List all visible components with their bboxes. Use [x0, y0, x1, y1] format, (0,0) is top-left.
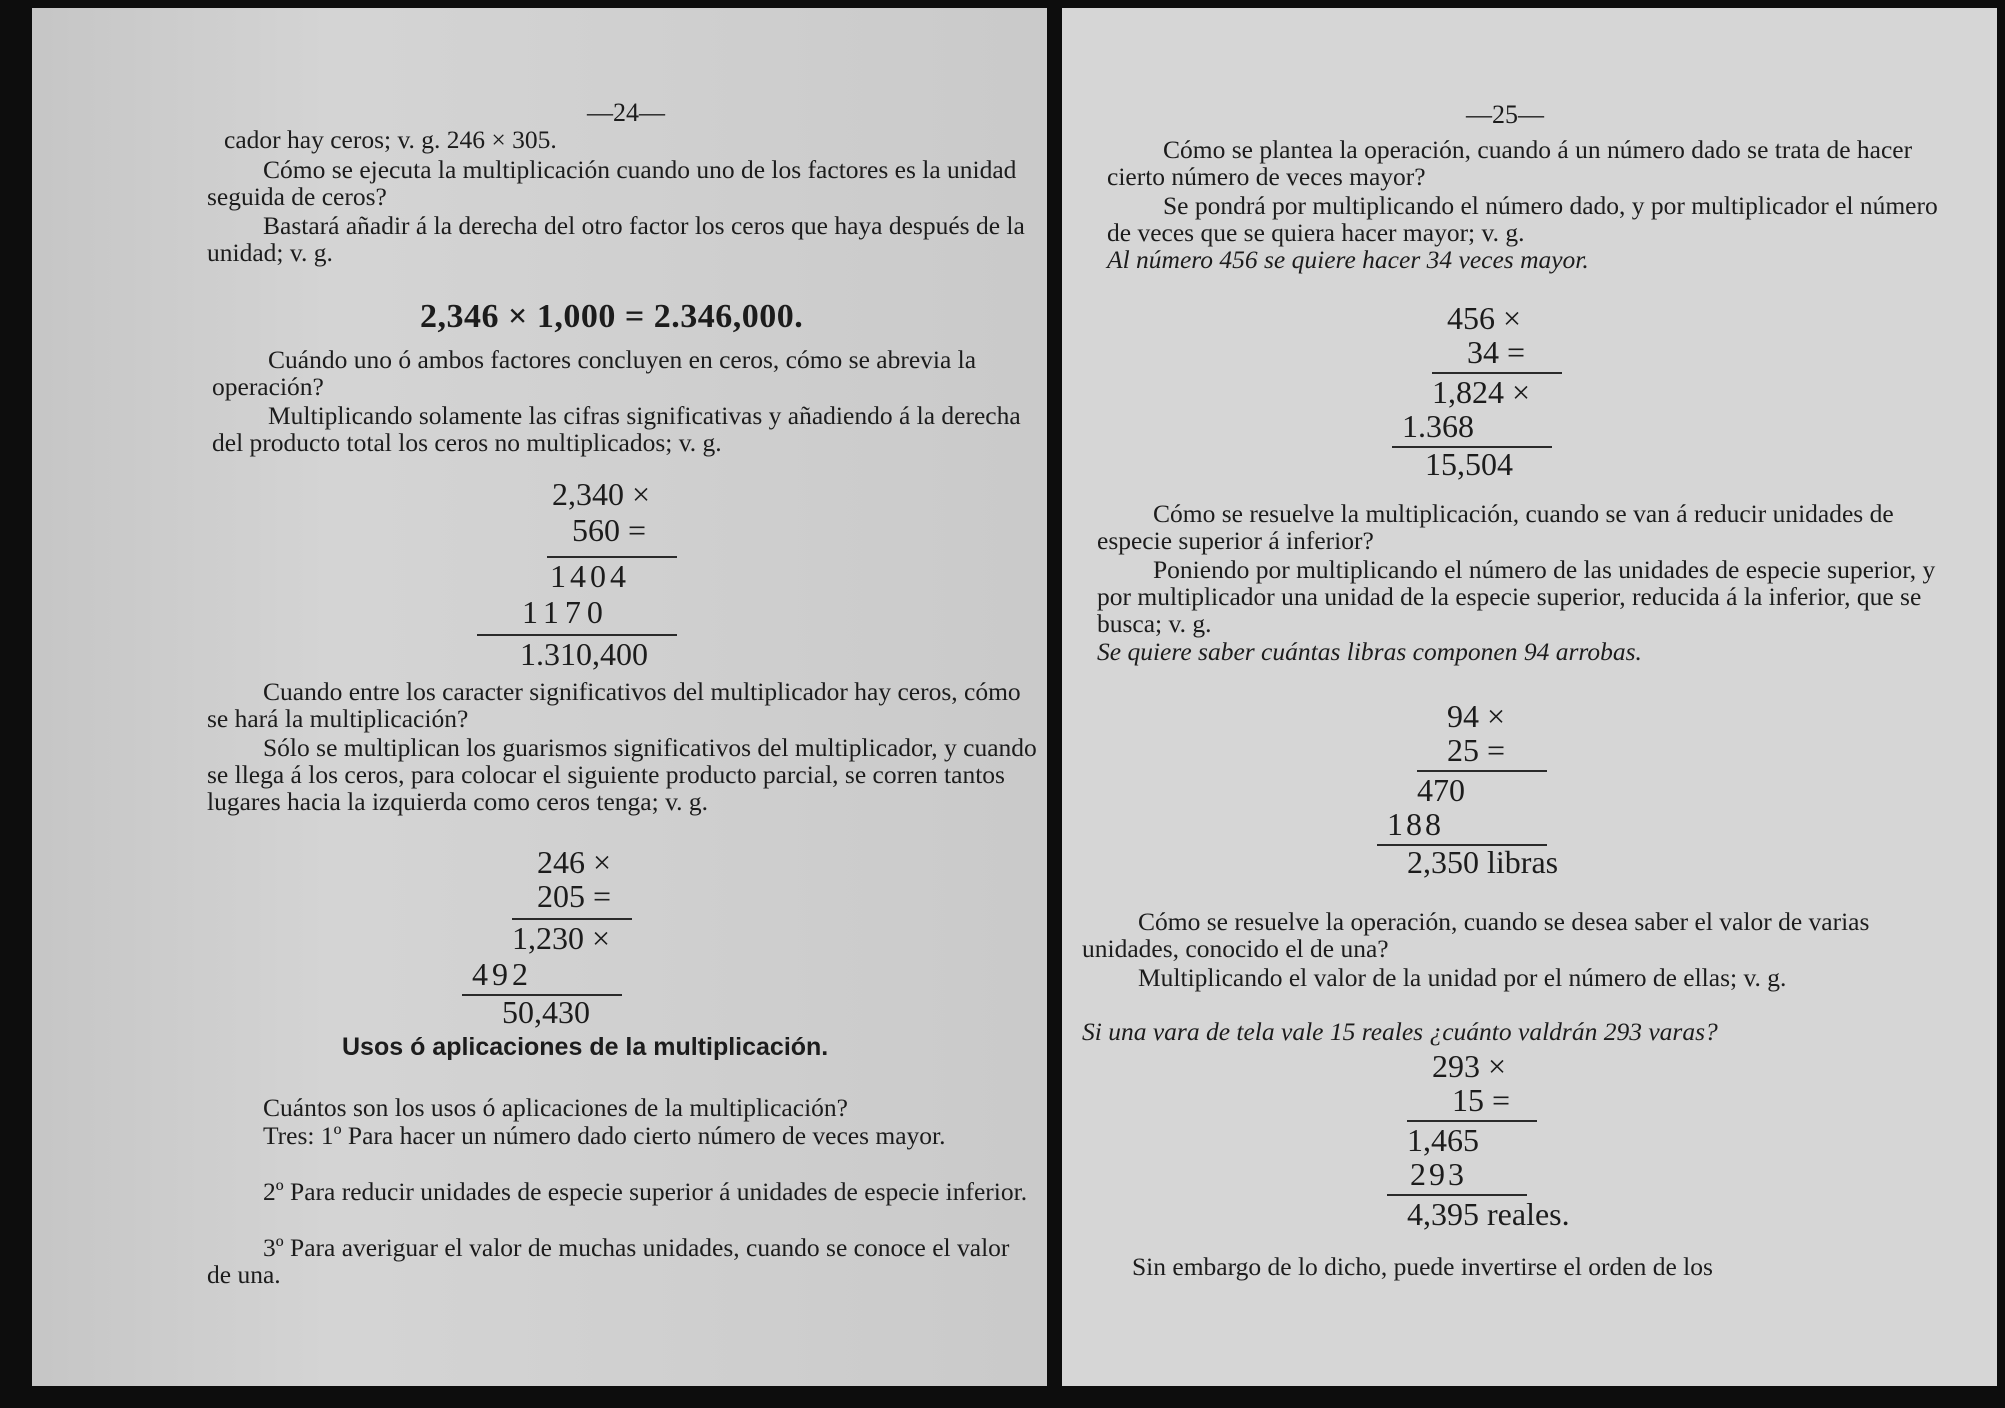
- calc-partial-product: 1,230 ×: [512, 920, 611, 956]
- right-answer-1: Se pondrá por multiplicando el número dado, y por multiplicador el número de veces que se quiera hacer mayor; v. g.: [1107, 191, 1938, 247]
- left-question-4: Cuántos son los usos ó aplicaciones de la multiplicación?: [263, 1093, 848, 1122]
- calc-multiplier: 15 =: [1452, 1082, 1511, 1118]
- calc-multiplicand: 94 ×: [1447, 698, 1506, 734]
- calc-partial-product: 470: [1417, 772, 1465, 808]
- left-answer-5: 2º Para reducir unidades de especie superior á unidades de especie inferior.: [263, 1177, 1028, 1206]
- right-question-3: Cómo se resuelve la operación, cuando se desea saber el valor de varias unidades, conocido el de una?: [1082, 907, 1870, 963]
- calc-partial-product: 293: [1410, 1156, 1467, 1192]
- left-answer-1: Bastará añadir á la derecha del otro factor los ceros que haya después de la unidad; v. g.: [207, 211, 1025, 267]
- calc-multiplier: 25 =: [1447, 732, 1506, 768]
- left-page: [32, 8, 1047, 1386]
- page-number-25: —25—: [1466, 100, 1544, 129]
- calc-partial-product: 188: [1387, 806, 1444, 842]
- left-question-2: Cuándo uno ó ambos factores concluyen en ceros, cómo se abrevia la operación?: [212, 345, 977, 401]
- calc-multiplier: 205 =: [537, 878, 612, 914]
- left-paragraph-1: cador hay ceros; v. g. 246 × 305.: [224, 125, 557, 154]
- right-answer-3: Multiplicando el valor de la unidad por el número de ellas; v. g.: [1138, 963, 1787, 992]
- calc-partial-product: 1170: [522, 594, 609, 630]
- left-formula: 2,346 × 1,000 = 2.346,000.: [420, 298, 804, 335]
- calc-multiplicand: 2,340 ×: [552, 476, 651, 512]
- left-answer-3: Sólo se multiplican los guarismos significativos del multiplicador, y cuando se llega á los ceros, para colocar el siguiente producto parcial, se corren tantos lugares hacia la izquierda como ceros tenga; v. g.: [207, 733, 1037, 816]
- section-heading: Usos ó aplicaciones de la multiplicación.: [342, 1033, 829, 1061]
- right-example-1: Al número 456 se quiere hacer 34 veces mayor.: [1107, 245, 1589, 274]
- left-calculation-1: [402, 476, 651, 672]
- right-question-2: Cómo se resuelve la multiplicación, cuando se van á reducir unidades de especie superior á inferior?: [1097, 499, 1894, 555]
- calc-multiplier: 560 =: [572, 512, 647, 548]
- left-question-1: Cómo se ejecuta la multiplicación cuando uno de los factores es la unidad seguida de ceros?: [207, 155, 1017, 211]
- calc-result: 2,350 libras: [1407, 844, 1559, 880]
- calc-result: 4,395 reales.: [1407, 1196, 1570, 1232]
- calc-multiplicand: 293 ×: [1432, 1048, 1507, 1084]
- calc-partial-product: 1,824 ×: [1432, 374, 1531, 410]
- right-page: [1062, 8, 1997, 1386]
- left-question-3: Cuando entre los caracter significativos del multiplicador hay ceros, cómo se hará la multiplicación?: [207, 677, 1021, 733]
- calc-partial-product: 1404: [550, 558, 630, 594]
- calc-multiplicand: 456 ×: [1447, 300, 1522, 336]
- calc-result: 1.310,400: [520, 636, 648, 672]
- left-calculation-2: [472, 844, 692, 1030]
- right-calculation-1: [1392, 300, 1592, 480]
- right-calculation-2: [1387, 698, 1647, 878]
- left-answer-2: Multiplicando solamente las cifras significativas y añadiendo á la derecha del producto total los ceros no multiplicados; v. g.: [212, 401, 1021, 457]
- right-example-2: Se quiere saber cuántas libras componen 94 arrobas.: [1097, 637, 1642, 666]
- calc-partial-product: 1,465: [1407, 1122, 1479, 1158]
- calc-partial-product: 1.368: [1402, 408, 1474, 444]
- calc-multiplier: 34 =: [1467, 334, 1526, 370]
- right-last-line: Sin embargo de lo dicho, puede invertirse el orden de los: [1132, 1252, 1713, 1281]
- left-answer-4: Tres: 1º Para hacer un número dado cierto número de veces mayor.: [263, 1121, 946, 1150]
- page-number-24: —24—: [587, 98, 665, 127]
- calc-partial-product: 492: [472, 956, 532, 992]
- calc-multiplicand: 246 ×: [537, 844, 612, 880]
- right-example-3: Si una vara de tela vale 15 reales ¿cuánto valdrán 293 varas?: [1082, 1017, 1718, 1046]
- right-answer-2: Poniendo por multiplicando el número de las unidades de especie superior, y por multiplicador una unidad de la especie superior, reducida á la inferior, que se busca; v. g.: [1097, 555, 1936, 638]
- right-question-1: Cómo se plantea la operación, cuando á un número dado se trata de hacer cierto número de veces mayor?: [1107, 135, 1913, 191]
- calc-result: 15,504: [1425, 446, 1513, 482]
- right-calculation-3: [1392, 1048, 1652, 1232]
- left-answer-6: 3º Para averiguar el valor de muchas unidades, cuando se conoce el valor de una.: [207, 1233, 1010, 1289]
- calc-result: 50,430: [502, 994, 590, 1030]
